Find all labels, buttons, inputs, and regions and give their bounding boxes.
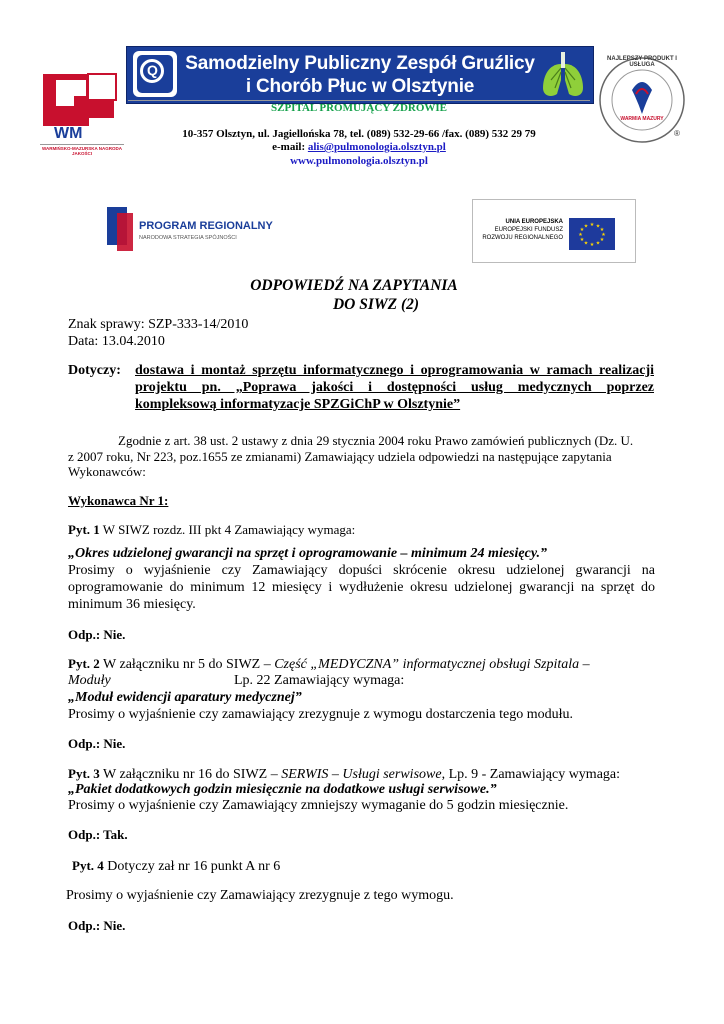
question-4 — [72, 857, 280, 875]
answer-1: Odp.: Nie. — [68, 627, 126, 642]
answer-4: Odp.: Nie. — [68, 918, 126, 933]
document-title-line2: DO SIWZ (2) — [332, 296, 420, 313]
svg-text:★: ★ — [578, 232, 583, 238]
program-regionalny-logo — [103, 193, 273, 263]
question-4-label: Pyt. 4 — [72, 858, 104, 873]
header-divider — [128, 100, 590, 101]
question-1 — [68, 521, 355, 538]
svg-text:★: ★ — [589, 242, 595, 248]
intro-line2: z 2007 roku, Nr 223, poz.1655 ze zmianami) Zamawiający udziela odpowiedzi na następujące zapytania — [68, 449, 612, 464]
subject-line3: kompleksową informatyzacje SPZGiChP w Olsztynie” — [135, 397, 461, 412]
question-3-text-italic: SERWIS – Usługi serwisowe — [281, 767, 442, 782]
program-logo-subtitle: NARODOWA STRATEGIA SPÓJNOŚCI — [139, 235, 237, 241]
question-1-body-line1: Prosimy o wyjaśnienie czy Zamawiający dopuści skrócenie okresu udzielonej gwarancji na — [68, 563, 655, 578]
email-label: e-mail: — [272, 141, 308, 153]
question-2-line2-rest: Lp. 22 Zamawiający wymaga: — [234, 673, 405, 688]
website-link[interactable]: www.pulmonologia.olsztyn.pl — [290, 155, 428, 167]
lungs-icon — [539, 50, 587, 100]
svg-text:★: ★ — [583, 223, 589, 230]
question-3-text-a: W załączniku nr 16 do SIWZ – — [99, 767, 282, 782]
svg-text:★: ★ — [579, 227, 585, 233]
subject-line1: dostawa i montaż sprzętu informatycznego i oprogramowania w ramach realizacji — [135, 363, 654, 378]
answer-3: Odp.: Tak. — [68, 827, 128, 842]
question-1-text: W SIWZ rozdz. III pkt 4 Zamawiający wymaga: — [99, 522, 356, 537]
intro-line1: Zgodnie z art. 38 ust. 2 ustawy z dnia 29 stycznia 2004 roku Prawo zamówień publicznych (Dz. U. — [118, 433, 634, 448]
svg-text:WM: WM — [54, 125, 83, 142]
email-link[interactable]: alis@pulmonologia.olsztyn.pl — [307, 141, 446, 153]
svg-text:★: ★ — [589, 222, 595, 228]
question-1-body-line2: oprogramowanie do minimum 12 miesięcy i wydłużenie okresu udzielonej gwarancji na sprzęt do — [68, 580, 655, 595]
question-3-text-b: , Lp. 9 - Zamawiający wymaga: — [441, 767, 621, 782]
answer-2: Odp.: Nie. — [68, 736, 126, 751]
question-1-body-line3: minimum 36 miesięcy. — [68, 597, 196, 612]
question-2 — [68, 655, 590, 673]
case-number: Znak sprawy: SZP-333-14/2010 — [68, 317, 249, 332]
hospital-address: 10-357 Olsztyn, ul. Jagiellońska 78, tel. (089) 532-29-66 /fax. (089) 532 29 79 — [182, 128, 536, 140]
question-2-quote: „Moduł ewidencji aparatury medycznej” — [68, 690, 302, 705]
svg-text:★: ★ — [599, 227, 605, 233]
eu-line3: ROZWOJU REGIONALNEGO — [482, 235, 563, 242]
svg-text:★: ★ — [583, 240, 589, 247]
hospital-email-line — [128, 141, 590, 153]
question-2-label: Pyt. 2 — [68, 656, 100, 671]
award-ring-text: NAJLEPSZY PRODUKT I USŁUGA — [607, 56, 677, 68]
document-date: Data: 13.04.2010 — [68, 334, 165, 349]
best-product-award-seal — [596, 44, 688, 160]
program-logo-title: PROGRAM REGIONALNY — [139, 220, 273, 232]
eu-line1: UNIA EUROPEJSKA — [505, 219, 563, 225]
question-3-body: Prosimy o wyjaśnienie czy Zamawiający zmniejszy wymaganie do 5 godzin miesięcznie. — [68, 798, 569, 813]
document-title-line1: ODPOWIEDŹ NA ZAPYTANIA — [250, 277, 458, 294]
svg-text:★: ★ — [601, 232, 606, 238]
subject-label: Dotyczy: — [68, 363, 121, 378]
question-2-body: Prosimy o wyjaśnienie czy zamawiający zrezygnuje z wymogu dostarczenia tego modułu. — [68, 707, 573, 722]
svg-text:®: ® — [674, 129, 680, 138]
question-3-label: Pyt. 3 — [68, 766, 100, 781]
question-4-body: Prosimy o wyjaśnienie czy Zamawiający zrezygnuje z tego wymogu. — [66, 888, 454, 903]
hospital-tagline: SZPITAL PROMUJĄCY ZDROWIE — [270, 102, 448, 114]
question-2-line2-italic: Moduły — [68, 673, 111, 688]
eu-flag-icon — [569, 218, 615, 250]
question-2-text-italic: Część „MEDYCZNA” informatycznej obsługi Szpitala – — [274, 657, 590, 672]
svg-text:★: ★ — [599, 237, 605, 243]
svg-text:★: ★ — [595, 223, 601, 230]
hospital-name-line2: i Chorób Płuc w Olsztynie — [245, 76, 475, 97]
hospital-name-line1: Samodzielny Publiczny Zespół Gruźlicy — [185, 53, 535, 74]
question-1-quote: „Okres udzielonej gwarancji na sprzęt i oprogramowanie – minimum 24 miesięcy.” — [68, 546, 548, 561]
question-3-quote: „Pakiet dodatkowych godzin miesięcznie na dodatkowe usługi serwisowe.” — [68, 782, 497, 797]
award-region: WARMIA MAZURY — [620, 116, 664, 122]
warminsko-mazurska-quality-award-logo — [40, 72, 124, 160]
question-1-label: Pyt. 1 — [68, 522, 100, 537]
question-4-text: Dotyczy zał nr 16 punkt A nr 6 — [103, 859, 281, 874]
quality-q-icon: Q — [133, 51, 177, 97]
question-2-text: W załączniku nr 5 do SIWZ – — [99, 657, 275, 672]
eu-line2: EUROPEJSKI FUNDUSZ — [494, 227, 563, 234]
svg-text:★: ★ — [595, 240, 601, 247]
svg-text:★: ★ — [579, 237, 585, 243]
hospital-banner — [126, 46, 594, 104]
eu-regional-fund-logo — [472, 199, 636, 263]
subject-line2: projektu pn. „Poprawa jakości i dostępności usług medycznych poprzez — [135, 380, 654, 395]
left-logo-caption: WARMIŃSKO-MAZURSKA NAGRODA JAKOŚCI — [41, 146, 123, 157]
contractor-heading: Wykonawca Nr 1: — [68, 493, 169, 508]
intro-line3: Wykonawców: — [68, 464, 146, 479]
